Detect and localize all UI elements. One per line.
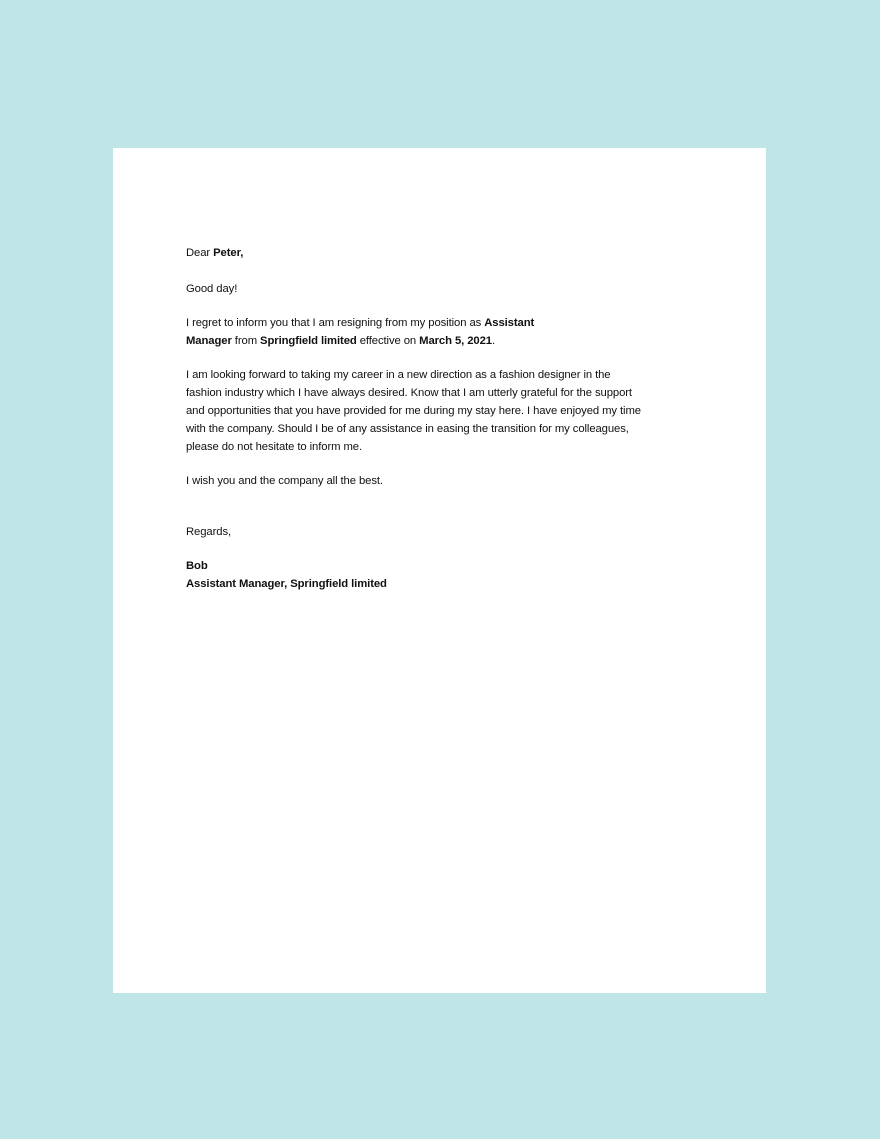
line: I am looking forward to taking my career in a new direction as a fashion designer in the <box>186 369 611 381</box>
position-bold: Manager <box>186 335 232 347</box>
closing: Regards, <box>186 526 232 538</box>
position-bold: Assistant <box>484 317 535 329</box>
text: from <box>231 335 261 347</box>
signature-block <box>186 557 387 593</box>
well-wishes: I wish you and the company all the best. <box>186 475 383 487</box>
sender-title: Assistant Manager, Springfield limited <box>186 578 387 590</box>
date-bold: March 5, 2021 <box>419 335 492 347</box>
recipient-name: Peter, <box>213 247 244 259</box>
line: please do not hesitate to inform me. <box>186 441 362 453</box>
greeting: Good day! <box>186 283 238 295</box>
line <box>186 314 534 332</box>
line <box>186 332 534 350</box>
text: . <box>491 335 495 347</box>
company-bold: Springfield limited <box>260 335 357 347</box>
line: fashion industry which I have always desired. Know that I am utterly grateful for the support <box>186 387 632 399</box>
text: I regret to inform you that I am resigning from my position as <box>186 317 485 329</box>
text: effective on <box>356 335 420 347</box>
letter-page <box>113 148 766 993</box>
line: with the company. Should I be of any assistance in easing the transition for my colleagues, <box>186 423 629 435</box>
salutation <box>186 244 243 262</box>
paragraph-reason <box>186 366 641 456</box>
sender-name: Bob <box>186 560 208 572</box>
paragraph-resignation <box>186 314 534 350</box>
salutation-prefix: Dear <box>186 247 214 259</box>
line: and opportunities that you have provided for me during my stay here. I have enjoyed my time <box>186 405 641 417</box>
